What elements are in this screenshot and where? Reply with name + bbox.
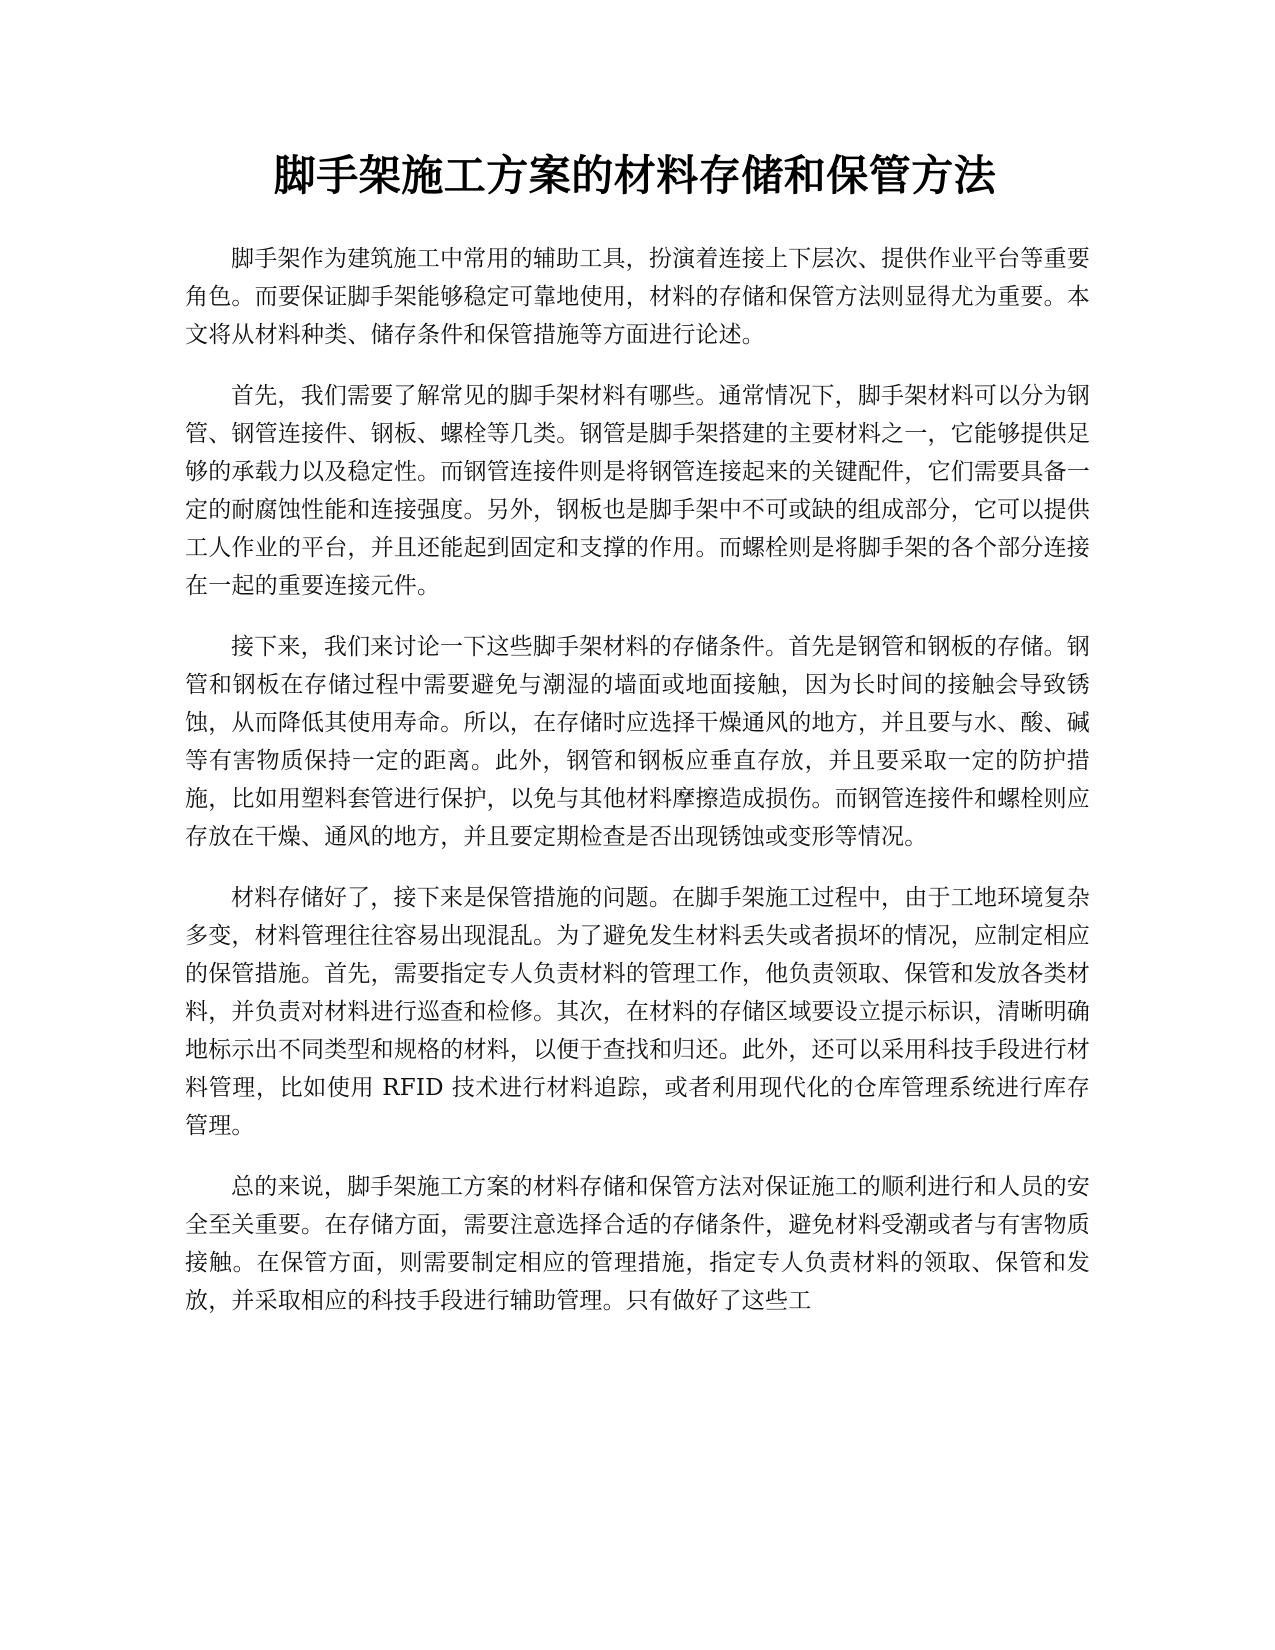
document-title: 脚手架施工方案的材料存储和保管方法 xyxy=(273,151,997,200)
paragraph-5: 总的来说，脚手架施工方案的材料存储和保管方法对保证施工的顺利进行和人员的安全至关重要。在存储方面，需要注意选择合适的存储条件，避免材料受潮或者与有害物质接触。在保管方面，则需要制定相应的管理措施，指定专人负责材料的领取、保管和发放，并采取相应的科技手段进行辅助管理。只有做好了这些工 xyxy=(185,1174,1090,1314)
paragraph-2: 首先，我们需要了解常见的脚手架材料有哪些。通常情况下，脚手架材料可以分为钢管、钢管连接件、钢板、螺栓等几类。钢管是脚手架搭建的主要材料之一，它能够提供足够的承载力以及稳定性。而钢管连接件则是将钢管连接起来的关键配件，它们需要具备一定的耐腐蚀性能和连接强度。另外，钢板也是脚手架中不可或缺的组成部分，它可以提供工人作业的平台，并且还能起到固定和支撑的作用。而螺栓则是将脚手架的各个部分连接在一起的重要连接元件。 xyxy=(185,383,1090,599)
paragraph-4: 材料存储好了，接下来是保管措施的问题。在脚手架施工过程中，由于工地环境复杂多变，材料管理往往容易出现混乱。为了避免发生材料丢失或者损坏的情况，应制定相应的保管措施。首先，需要指定专人负责材料的管理工作，他负责领取、保管和发放各类材料，并负责对材料进行巡查和检修。其次，在材料的存储区域要设立提示标识，清晰明确地标示出不同类型和规格的材料，以便于查找和归还。此外，还可以采用科技手段进行材料管理，比如使用 RFID 技术进行材料追踪，或者利用现代化的仓库管理系统进行库存管理。 xyxy=(185,885,1090,1139)
document-body xyxy=(185,240,1090,1343)
paragraph-1: 脚手架作为建筑施工中常用的辅助工具，扮演着连接上下层次、提供作业平台等重要角色。而要保证脚手架能够稳定可靠地使用，材料的存储和保管方法则显得尤为重要。本文将从材料种类、储存条件和保管措施等方面进行论述。 xyxy=(185,246,1090,348)
paragraph-3: 接下来，我们来讨论一下这些脚手架材料的存储条件。首先是钢管和钢板的存储。钢管和钢板在存储过程中需要避免与潮湿的墙面或地面接触，因为长时间的接触会导致锈蚀，从而降低其使用寿命。所以，在存储时应选择干燥通风的地方，并且要与水、酸、碱等有害物质保持一定的距离。此外，钢管和钢板应垂直存放，并且要采取一定的防护措施，比如用塑料套管进行保护，以免与其他材料摩擦造成损伤。而钢管连接件和螺栓则应存放在干燥、通风的地方，并且要定期检查是否出现锈蚀或变形等情况。 xyxy=(185,634,1090,850)
